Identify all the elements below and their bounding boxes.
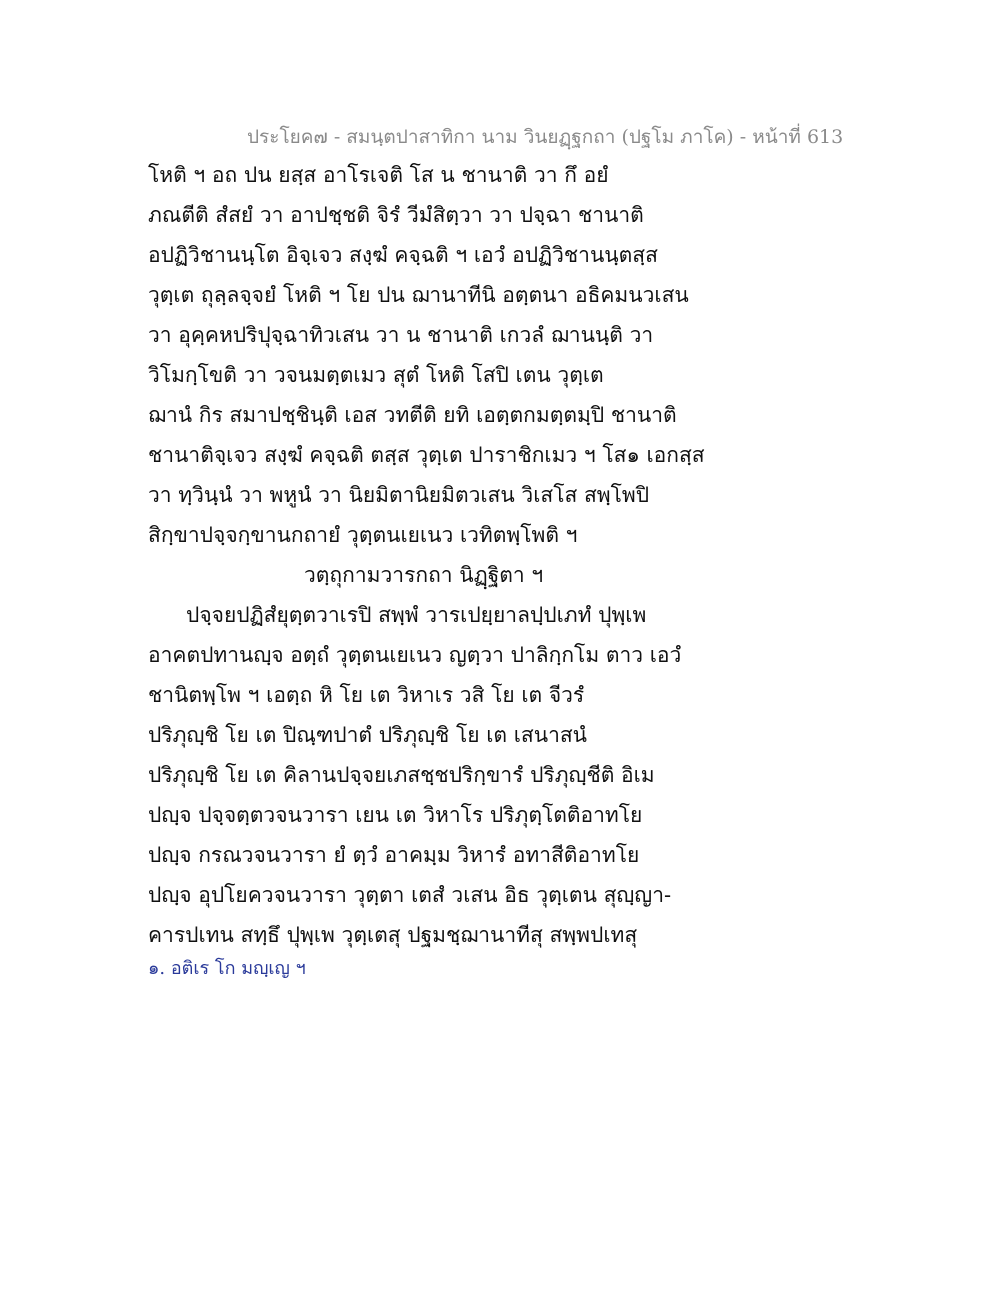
text-line: ภณตีติ สํสยํ วา อาปชฺชติ จิรํ วีมํสิตฺวา วา ปจฺฉา ชานาติ — [148, 203, 644, 227]
body-text — [148, 160, 708, 960]
text-line: ปริภุญฺชิ โย เต ปิณฺฑปาตํ ปริภุญฺชิ โย เต เสนาสนํ — [148, 723, 588, 747]
text-line: อปฏิวิชานนฺโต อิจฺเจว สงฺฆํ คจฺฉติ ฯ เอวํ อปฏิวิชานนฺตสฺส — [148, 243, 658, 267]
text-line: วา ทฺวินฺนํ วา พหูนํ วา นิยมิตานิยมิตวเสน วิเสโส สพฺโพปิ — [148, 483, 650, 507]
text-line: ปญฺจ กรณวจนวารา ยํ ตฺวํ อาคมฺม วิหารํ อทาสีติอาทโย — [148, 843, 640, 867]
text-line: ปญฺจ ปจฺจตฺตวจนวารา เยน เต วิหาโร ปริภุตฺโตติอาทโย — [148, 803, 643, 827]
text-line: คารปเทน สทฺธึ ปุพฺเพ วุตฺเตสุ ปฐมชฺฌานาทีสุ สพฺพปเทสุ — [148, 923, 638, 947]
section-heading: วตฺถุกามวารกถา นิฏฺฐิตา ฯ — [304, 563, 544, 587]
text-line: วา อุคฺคหปริปุจฺฉาทิวเสน วา น ชานาติ เกวลํ ฌานนฺติ วา — [148, 323, 654, 347]
text-line: อาคตปทานญฺจ อตฺถํ วุตฺตนเยเนว ญตฺวา ปาลิกฺกโม ตาว เอวํ — [148, 643, 682, 667]
text-line: ปญฺจ อุปโยควจนวารา วุตฺตา เตสํ วเสน อิธ วุตฺเตน สุญฺญา- — [148, 883, 672, 907]
text-line: ชานาติจฺเจว สงฺฆํ คจฺฉติ ตสฺส วุตฺเต ปาราชิกเมว ฯ โส๑ เอกสฺส — [148, 443, 705, 467]
page-header: ประโยค๗ - สมนฺตปาสาทิกา นาม วินยฏฺฐกถา (ปฐโม ภาโค) - หน้าที่ 613 — [247, 126, 844, 148]
text-line: ปจฺจยปฏิสํยุตฺตวาเรปิ สพฺพํ วารเปยฺยาลปฺปเภทํ ปุพฺเพ — [186, 603, 647, 627]
text-line: วุตฺเต ถุลฺลจฺจยํ โหติ ฯ โย ปน ฌานาทีนิ อตฺตนา อธิคมนวเสน — [148, 283, 689, 307]
text-line: สิกฺขาปจฺจกฺขานกถายํ วุตฺตนเยเนว เวทิตพฺโพติ ฯ — [148, 523, 578, 547]
text-line: ชานิตพฺโพ ฯ เอตฺถ หิ โย เต วิหาเร วสิ โย เต จีวรํ — [148, 683, 585, 707]
text-line: ฌานํ กิร สมาปชฺชินฺติ เอส วทตีติ ยทิ เอตฺตกมตฺตมฺปิ ชานาติ — [148, 403, 677, 427]
text-line: โหติ ฯ อถ ปน ยสฺส อาโรเจติ โส น ชานาติ วา กึ อยํ — [148, 163, 609, 187]
footnote: ๑. อติเร โก มญฺเญ ฯ — [148, 958, 306, 979]
text-line: ปริภุญฺชิ โย เต คิลานปจฺจยเภสชฺชปริกฺขารํ ปริภุญฺชีติ อิเม — [148, 763, 655, 787]
text-line: วิโมกฺโขติ วา วจนมตฺตเมว สุตํ โหติ โสปิ เตน วุตฺเต — [148, 363, 604, 387]
